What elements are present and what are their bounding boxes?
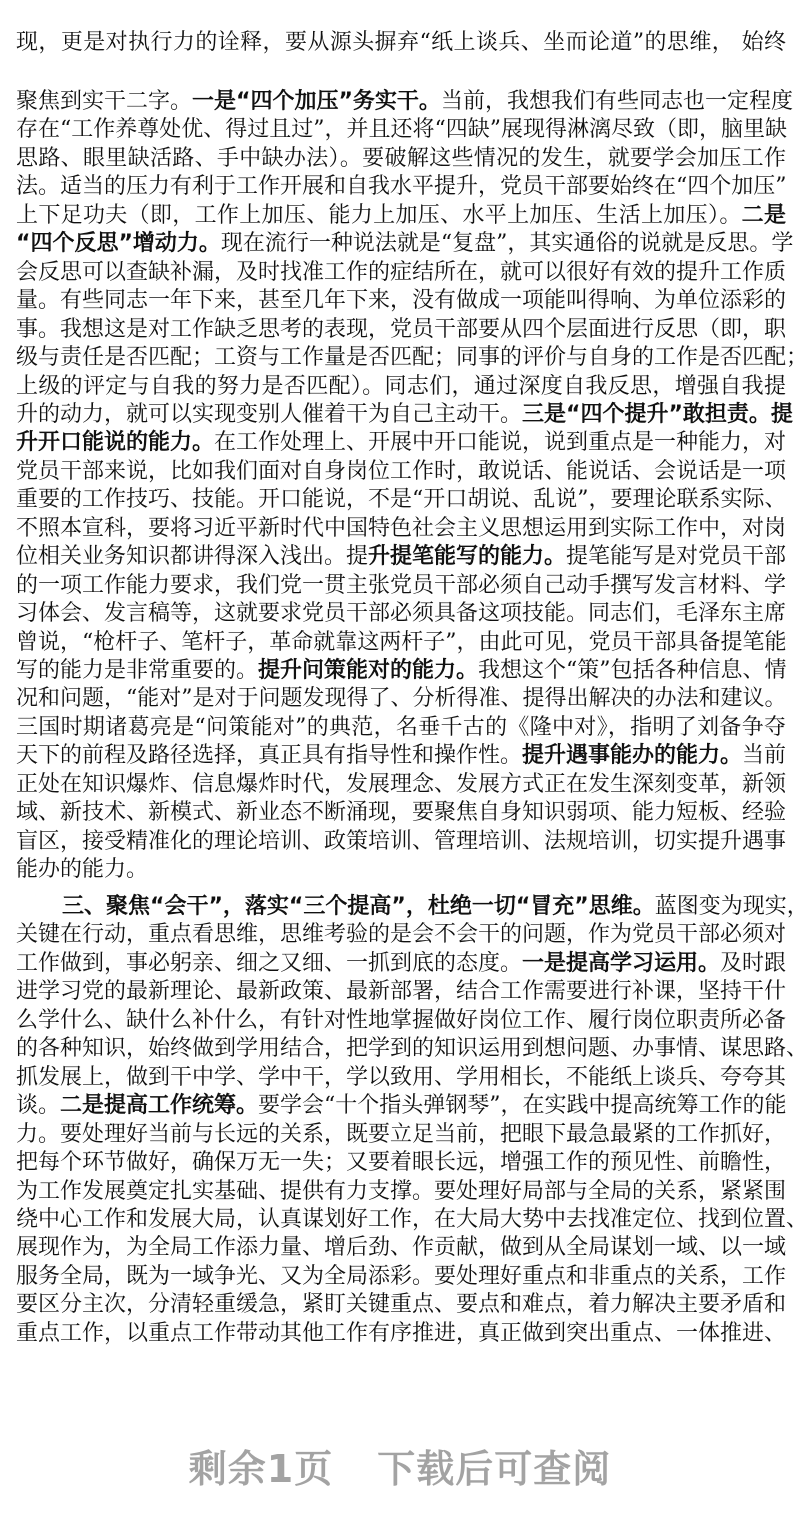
body-text: 提笔能写是对党员干部 bbox=[566, 544, 787, 570]
text-line bbox=[16, 1149, 786, 1177]
text-line bbox=[16, 1092, 786, 1120]
download-prompt[interactable] bbox=[0, 1438, 800, 1493]
body-text: 盲区，接受精准化的理论培训、政策培训、管理培训、法规培训，切实提升遇事 bbox=[16, 828, 787, 854]
body-text: 当前，我想我们有些同志也一定程度 bbox=[440, 89, 793, 114]
body-text: 级与责任是否匹配；工资与工作量是否匹配；同事的评价与自身的工作是否匹配； bbox=[16, 345, 809, 371]
text-line bbox=[16, 287, 786, 315]
body-text: 谈。 bbox=[16, 1093, 61, 1119]
body-text: 我想这个“策”包括各种信息、情 bbox=[478, 658, 787, 683]
body-text: 么学什么、缺什么补什么，有针对性地掌握做好岗位工作、履行岗位职责所必备 bbox=[16, 1007, 787, 1033]
download-to-view-label[interactable]: 下载后可查阅 bbox=[377, 1447, 612, 1491]
text-line bbox=[16, 799, 786, 827]
bold-heading-text: 三、聚焦“会干”，落实“三个提高”，杜绝一切“冒充”思维。 bbox=[62, 894, 655, 919]
body-text: 党员干部来说，比如我们面对自身岗位工作时，敢说话、能说话、会说话是一项 bbox=[16, 458, 787, 484]
text-line bbox=[16, 1320, 786, 1348]
text-line bbox=[16, 714, 786, 742]
text-line bbox=[16, 145, 786, 173]
body-text: 量。有些同志一年下来，甚至几年下来，没有做成一项能叫得响、为单位添彩的 bbox=[16, 288, 787, 314]
text-line bbox=[16, 543, 786, 571]
text-line bbox=[16, 401, 793, 429]
text-line bbox=[16, 515, 786, 543]
text-line bbox=[16, 1263, 786, 1291]
body-text: 服务全局，既为一域争光、又为全局添彩。要处理好重点和非重点的关系，工作 bbox=[16, 1263, 787, 1289]
text-line bbox=[16, 202, 786, 230]
text-line bbox=[16, 373, 786, 401]
body-text: 及时跟 bbox=[720, 950, 787, 976]
text-line bbox=[16, 1121, 786, 1149]
text-line bbox=[16, 828, 786, 856]
text-line bbox=[16, 29, 786, 57]
body-text: 能办的能力。 bbox=[16, 857, 149, 883]
text-line bbox=[16, 230, 794, 258]
body-text: 曾说，“枪杆子、笔杆子，革命就靠这两杆子”，由此可见，党员干部具备提笔能 bbox=[16, 629, 787, 655]
text-line bbox=[16, 173, 786, 201]
body-text: 事。我想这是对工作缺乏思考的表现，党员干部要从四个层面进行反思（即，职 bbox=[16, 316, 787, 342]
text-line bbox=[16, 1007, 786, 1035]
text-line bbox=[16, 921, 786, 949]
body-text: 天下的前程及路径选择，真正具有指导性和操作性。 bbox=[16, 743, 523, 769]
body-text: 思路、眼里缺活路、手中缺办法）。要破解这些情况的发生，就要学会加压工作 bbox=[16, 145, 786, 171]
text-line bbox=[16, 316, 786, 344]
text-line bbox=[16, 458, 786, 486]
body-text: 存在“工作养尊处优、得过且过”，并且还将“四缺”展现得淋漓尽致（即，脑里缺 bbox=[16, 117, 787, 143]
text-line bbox=[16, 856, 786, 884]
body-text: 进学习党的最新理论、最新政策、最新部署，结合工作需要进行补课，坚持干什 bbox=[16, 979, 787, 1005]
body-text: 位相关业务知识都讲得深入浅出。提 bbox=[16, 544, 369, 570]
body-text: 升的动力，就可以实现变别人催着干为自己主动干。 bbox=[16, 401, 523, 427]
body-text: 习体会、发言稿等，这就要求党员干部必须具备这项技能。同志们，毛泽东主席 bbox=[16, 601, 787, 627]
body-text: 上下足功夫（即，工作上加压、能力上加压、水平上加压、生活上加压）。 bbox=[16, 202, 742, 228]
bold-heading-text: “四个反思”增动力。 bbox=[16, 231, 221, 257]
text-line bbox=[16, 344, 809, 372]
body-text: 的一项工作能力要求，我们党一贯主张党员干部必须自己动手撰写发言材料、学 bbox=[16, 572, 787, 598]
body-text: 况和问题，“能对”是对于问题发现得了、分析得准、提得出解决的办法和建议。 bbox=[16, 686, 787, 712]
bold-heading-text: 升开口能说的能力。 bbox=[16, 430, 215, 456]
body-text: 聚焦到实干二字。 bbox=[16, 89, 193, 114]
body-text: 当前 bbox=[742, 743, 787, 769]
text-line bbox=[16, 1064, 786, 1092]
text-line bbox=[16, 429, 786, 457]
text-line bbox=[16, 116, 786, 144]
body-text: 的各种知识，始终做到学用结合，把学到的知识运用到想问题、办事情、谋思路、 bbox=[16, 1036, 809, 1062]
text-line bbox=[16, 742, 786, 770]
text-line bbox=[16, 629, 786, 657]
text-line bbox=[16, 978, 786, 1006]
text-line bbox=[16, 685, 786, 713]
body-text: 现在流行一种说法就是“复盘”，其实通俗的说就是反思。学 bbox=[220, 231, 794, 257]
bold-heading-text: 一是提高学习运用。 bbox=[522, 950, 721, 976]
text-line bbox=[16, 1035, 809, 1063]
bold-heading-text: 提升问策能对的能力。 bbox=[258, 658, 479, 683]
text-line bbox=[16, 657, 786, 685]
bold-heading-text: 升提笔能写的能力。 bbox=[368, 544, 567, 570]
body-text: 关键在行动，重点看思维，思维考验的是会不会干的问题，作为党员干部必须对 bbox=[16, 922, 787, 948]
body-text: 重要的工作技巧、技能。开口能说，不是“开口胡说、乱说”，要理论联系实际、 bbox=[16, 487, 787, 513]
bold-heading-text: 二是提高工作统筹。 bbox=[60, 1093, 259, 1119]
bold-heading-text: 一是“四个加压”务实干。 bbox=[192, 89, 441, 114]
text-line bbox=[16, 771, 786, 799]
text-line bbox=[16, 600, 786, 628]
bold-heading-text: 提升遇事能办的能力。 bbox=[522, 743, 743, 769]
text-line bbox=[16, 486, 786, 514]
body-text: 写的能力是非常重要的。 bbox=[16, 658, 259, 683]
text-line bbox=[16, 1234, 786, 1262]
body-text: 要学会“十个指头弹钢琴”，在实践中提高统筹工作的能 bbox=[258, 1093, 787, 1119]
body-text: 展现作为，为全局工作添力量、增后劲、作贡献，做到从全局谋划一域、以一域 bbox=[16, 1235, 787, 1261]
text-line bbox=[16, 88, 793, 116]
text-line bbox=[62, 893, 809, 921]
body-text: 法。适当的压力有利于工作开展和自我水平提升，党员干部要始终在“四个加压” bbox=[16, 174, 787, 200]
text-line bbox=[16, 1291, 786, 1319]
body-text: 把每个环节做好，确保万无一失；又要着眼长远，增强工作的预见性、前瞻性， bbox=[16, 1150, 787, 1176]
body-text: 力。要处理好当前与长远的关系，既要立足当前，把眼下最急最紧的工作抓好， bbox=[16, 1121, 787, 1147]
body-text: 现，更是对执行力的诠释，要从源头摒弃“纸上谈兵、坐而论道”的思维， 始终 bbox=[16, 30, 786, 55]
text-line bbox=[16, 572, 786, 600]
body-text: 三国时期诸葛亮是“问策能对”的典范，名垂千古的《隆中对》，指明了刘备争夺 bbox=[16, 714, 786, 740]
bold-heading-text: 二是 bbox=[741, 202, 786, 228]
body-text: 要区分主次，分清轻重缓急，紧盯关键重点、要点和难点，着力解决主要矛盾和 bbox=[16, 1292, 787, 1318]
body-text: 重点工作，以重点工作带动其他工作有序推进，真正做到突出重点、一体推进、 bbox=[16, 1320, 787, 1346]
text-line bbox=[16, 1206, 809, 1234]
body-text: 上级的评定与自我的努力是否匹配）。同志们，通过深度自我反思，增强自我提 bbox=[16, 373, 786, 399]
body-text: 工作做到，事必躬亲、细之又细、一抓到底的态度。 bbox=[16, 950, 523, 976]
text-line bbox=[16, 259, 786, 287]
body-text: 蓝图变为现实， bbox=[654, 894, 809, 919]
body-text: 不照本宣科，要将习近平新时代中国特色社会主义思想运用到实际工作中，对岗 bbox=[16, 515, 787, 541]
body-text: 在工作处理上、开展中开口能说，说到重点是一种能力，对 bbox=[214, 430, 787, 456]
bold-heading-text: 三是“四个提升”敢担责。提 bbox=[522, 401, 793, 427]
body-text: 域、新技术、新模式、新业态不断涌现，要聚焦自身知识弱项、能力短板、经验 bbox=[16, 800, 787, 826]
body-text: 绕中心工作和发展大局，认真谋划好工作，在大局大势中去找准定位、找到位置、 bbox=[16, 1206, 809, 1232]
body-text: 正处在知识爆炸、信息爆炸时代，发展理念、发展方式正在发生深刻变革，新领 bbox=[16, 771, 787, 797]
remaining-pages-label: 剩余1页 bbox=[188, 1447, 334, 1491]
body-text: 为工作发展奠定扎实基础、提供有力支撑。要处理好局部与全局的关系，紧紧围 bbox=[16, 1178, 787, 1204]
body-text: 抓发展上，做到干中学、学中干，学以致用、学用相长，不能纸上谈兵、夸夸其 bbox=[16, 1064, 787, 1090]
body-text: 会反思可以查缺补漏，及时找准工作的症结所在，就可以很好有效的提升工作质 bbox=[16, 259, 787, 285]
text-line bbox=[16, 950, 786, 978]
text-line bbox=[16, 1178, 786, 1206]
